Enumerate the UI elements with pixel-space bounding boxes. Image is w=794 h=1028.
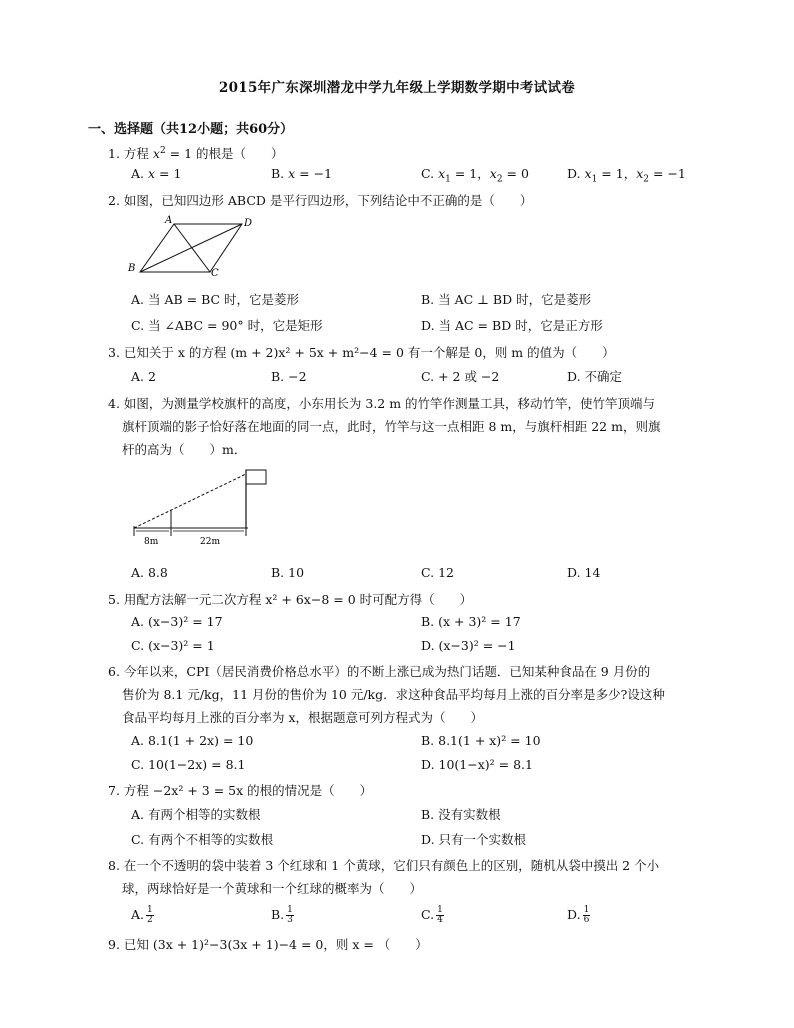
q2-option-d: D. 当 AC = BD 时，它是正方形 <box>421 318 603 333</box>
flagpole-figure <box>128 466 278 552</box>
q6-option-b: B. 8.1(1 + x)² = 10 <box>421 733 541 748</box>
question-5-stem: 5. 用配方法解一元二次方程 x² + 6x−8 = 0 时可配方得（ ） <box>108 592 473 607</box>
exam-title: 2015年广东深圳潜龙中学九年级上学期数学期中考试试卷 <box>218 80 576 96</box>
q5-option-b: B. (x + 3)² = 17 <box>421 614 521 629</box>
q1-option-d: D. $x_1 = 1$，$x_2 = -1$ <box>567 166 686 185</box>
question-7-stem: 7. 方程 −2x² + 3 = 5x 的根的情况是（ ） <box>108 783 373 798</box>
fraction-one-quarter: $\frac{1}{4}$ <box>437 905 443 925</box>
vertex-label-d: D <box>244 218 253 229</box>
question-1-stem: 1. 方程 $x^2 = 1$ 的根是（ ） <box>108 146 284 162</box>
question-9-stem: 9. 已知 (3x + 1)²−3(3x + 1)−4 = 0，则 x = （ ） <box>108 937 428 952</box>
question-8-line-1: 8. 在一个不透明的袋中装着 3 个红球和 1 个黄球，它们只有颜色上的区别，随机从袋中摸出 2 个小 <box>108 858 660 873</box>
label-8m: 8m <box>144 537 159 547</box>
diagonal-bd <box>140 224 242 272</box>
vertex-label-c: C <box>211 268 219 278</box>
q8-option-c: C. $\frac{1}{4}$ <box>421 905 443 925</box>
fraction-one-half: $\frac{1}{2}$ <box>147 905 153 925</box>
q1-option-a: A. x = 1 <box>131 166 182 181</box>
q4-option-b: B. 10 <box>271 565 305 580</box>
label-22m: 22m <box>200 537 220 547</box>
q7-option-a: A. 有两个相等的实数根 <box>131 807 261 822</box>
fraction-one-third: $\frac{1}{3}$ <box>287 905 293 925</box>
vertex-label-b: B <box>128 263 136 274</box>
q4-option-d: D. 14 <box>567 565 601 580</box>
q1-option-b: B. x = −1 <box>271 166 333 181</box>
question-6-line-3: 食品平均每月上涨的百分率为 x，根据题意可列方程式为（ ） <box>122 710 484 725</box>
q6-option-c: C. 10(1−2x) = 8.1 <box>131 757 246 772</box>
q5-option-c: C. (x−3)² = 1 <box>131 638 215 653</box>
q4-option-a: A. 8.8 <box>131 565 168 580</box>
question-8-line-2: 球，两球恰好是一个黄球和一个红球的概率为（ ） <box>122 881 423 896</box>
q3-option-c: C. + 2 或 −2 <box>421 369 500 384</box>
question-3-stem: 3. 已知关于 x 的方程 (m + 2)x² + 5x + m²−4 = 0 有一个解是 0，则 m 的值为（ ） <box>108 345 615 360</box>
q1-option-c: C. $x_1 = 1$，$x_2 = 0$ <box>421 166 529 185</box>
q2-option-c: C. 当 ∠ABC = 90° 时，它是矩形 <box>131 318 323 333</box>
q6-option-d: D. 10(1−x)² = 8.1 <box>421 757 533 772</box>
q3-option-d: D. 不确定 <box>567 369 623 384</box>
q5-option-a: A. (x−3)² = 17 <box>131 614 223 629</box>
fraction-one-sixth: $\frac{1}{6}$ <box>583 905 590 925</box>
parallelogram-figure <box>120 214 260 278</box>
q5-option-d: D. (x−3)² = −1 <box>421 638 516 653</box>
question-4-line-3: 杆的高为（ ）m． <box>122 442 247 457</box>
question-4-line-1: 4. 如图，为测量学校旗杆的高度，小东用长为 3.2 m 的竹竿作测量工具，移动竹竿，使竹竿顶端与 <box>108 396 656 411</box>
question-2-stem: 2. 如图，已知四边形 ABCD 是平行四边形，下列结论中不正确的是（ ） <box>108 193 533 208</box>
q3-option-b: B. −2 <box>271 369 307 384</box>
q3-option-a: A. 2 <box>131 369 156 384</box>
flag <box>246 470 266 484</box>
q8-option-d: D. $\frac{1}{6}$ <box>567 905 590 925</box>
q7-option-c: C. 有两个不相等的实数根 <box>131 832 274 847</box>
q7-option-d: D. 只有一个实数根 <box>421 832 527 847</box>
q7-option-b: B. 没有实数根 <box>421 807 501 822</box>
sight-line <box>134 474 246 528</box>
q6-option-a: A. 8.1(1 + 2x) = 10 <box>131 733 254 748</box>
question-6-line-1: 6. 今年以来，CPI（居民消费价格总水平）的不断上涨已成为热门话题．已知某种食品在 9 月份的 <box>108 664 651 679</box>
question-6-line-2: 售价为 8.1 元/kg，11 月份的售价为 10 元/kg．求这种食品平均每月上涨的百分率是多少?设这种 <box>122 687 665 702</box>
section-heading: 一、选择题（共12小题；共60分） <box>88 122 294 137</box>
q2-option-a: A. 当 AB = BC 时，它是菱形 <box>131 292 300 307</box>
q8-option-a: A. $\frac{1}{2}$ <box>131 905 153 925</box>
q8-option-b: B. $\frac{1}{3}$ <box>271 905 293 925</box>
question-4-line-2: 旗杆顶端的影子恰好落在地面的同一点，此时，竹竿与这一点相距 8 m，与旗杆相距 22 m，则旗 <box>122 419 661 434</box>
q4-option-c: C. 12 <box>421 565 454 580</box>
q2-option-b: B. 当 AC ⊥ BD 时，它是菱形 <box>421 292 592 307</box>
vertex-label-a: A <box>165 215 173 226</box>
